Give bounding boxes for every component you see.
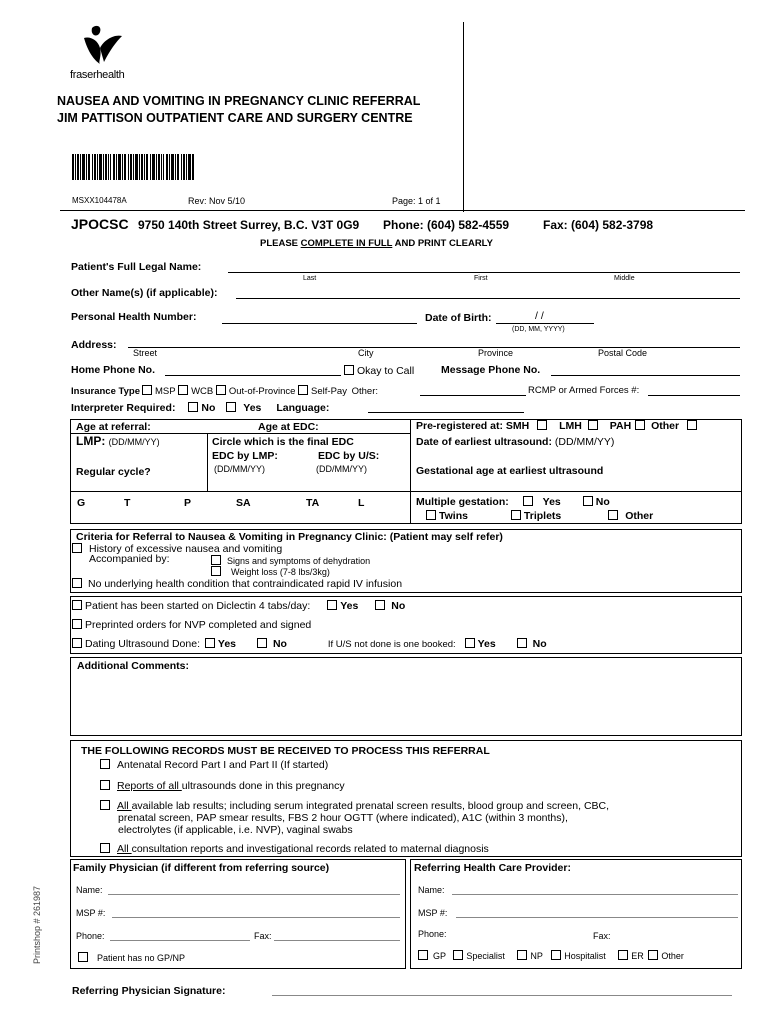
address-field[interactable] xyxy=(128,347,740,348)
regular-cycle-label: Regular cycle? xyxy=(76,466,151,478)
referring-provider-title: Referring Health Care Provider: xyxy=(414,862,571,874)
antenatal-checkbox[interactable] xyxy=(100,759,110,769)
dob-field[interactable] xyxy=(496,323,594,324)
family-name-field[interactable] xyxy=(108,894,400,895)
middle-name-caption: Middle xyxy=(614,275,635,282)
last-name-caption: Last xyxy=(303,275,317,282)
ta-label: TA xyxy=(306,497,320,509)
multiple-type-row: Twins Triplets Other xyxy=(426,510,653,522)
out-of-province-checkbox[interactable] xyxy=(216,385,226,395)
family-physician-title: Family Physician (if different from referring source) xyxy=(73,862,330,874)
referring-fax-label: Fax: xyxy=(593,931,611,941)
dob-separators: / / xyxy=(535,310,544,322)
dating-us-row: Dating Ultrasound Done: Yes No If U/S not done is one booked: Yes No xyxy=(72,638,547,650)
record-antenatal: Antenatal Record Part I and Part II (If started) xyxy=(100,759,328,771)
earliest-us-row: Date of earliest ultrasound: (DD/MM/YY) xyxy=(416,436,615,448)
labs-checkbox[interactable] xyxy=(100,800,110,810)
interpreter-row: Interpreter Required: No Yes Language: xyxy=(71,402,330,414)
family-fax-field[interactable] xyxy=(274,940,400,941)
diclectin-checkbox[interactable] xyxy=(72,600,82,610)
fraserhealth-logo xyxy=(70,22,130,80)
full-name-field[interactable] xyxy=(228,272,740,273)
living-label: L xyxy=(358,497,365,509)
gestational-age-label: Gestational age at earliest ultrasound xyxy=(416,465,604,477)
multiple-gestation-row: Multiple gestation: Yes No xyxy=(416,496,610,508)
diclectin-row: Patient has been started on Diclectin 4 tabs/day: Yes No xyxy=(72,600,405,612)
weight-loss-checkbox[interactable] xyxy=(211,566,221,576)
header-bottom-rule xyxy=(60,210,745,211)
print-instruction: PLEASE COMPLETE IN FULL AND PRINT CLEARLY xyxy=(260,238,493,249)
circle-edc-label: Circle which is the final EDC xyxy=(212,436,354,448)
hospitalist-checkbox[interactable] xyxy=(551,950,561,960)
signature-label: Referring Physician Signature: xyxy=(72,985,226,997)
diclectin-yes-checkbox[interactable] xyxy=(327,600,337,610)
message-phone-field[interactable] xyxy=(551,375,740,376)
printshop-number: Printshop # 261987 xyxy=(32,885,42,965)
interpreter-yes-checkbox[interactable] xyxy=(226,402,236,412)
revision: Rev: Nov 5/10 xyxy=(188,196,246,206)
edc-us-label: EDC by U/S: xyxy=(318,450,380,462)
family-phone-field[interactable] xyxy=(110,940,250,941)
dob-label: Date of Birth: xyxy=(425,312,492,324)
dehydration-checkbox[interactable] xyxy=(211,555,221,565)
page-number: Page: 1 of 1 xyxy=(392,196,441,206)
form-title-1: NAUSEA AND VOMITING IN PREGNANCY CLINIC REFERRAL xyxy=(57,94,421,108)
clinic-address: 9750 140th Street Surrey, B.C. V3T 0G9 xyxy=(138,218,360,232)
other-insurance-field[interactable] xyxy=(420,395,526,396)
rcmp-label: RCMP or Armed Forces #: xyxy=(528,385,640,396)
sa-label: SA xyxy=(236,497,251,509)
signs-item: Signs and symptoms of dehydration xyxy=(211,555,370,566)
term-label: T xyxy=(124,497,131,509)
no-underlying-item: No underlying health condition that contraindicated rapid IV infusion xyxy=(72,578,402,590)
record-labs: All available lab results; including serum integrated prenatal screen results, blood group and screen, CBC, xyxy=(100,800,609,812)
np-checkbox[interactable] xyxy=(517,950,527,960)
record-ultrasounds: Reports of all ultrasounds done in this pregnancy xyxy=(100,780,345,792)
other-gestation-checkbox[interactable] xyxy=(608,510,618,520)
record-labs-line2: prenatal screen, PAP smear results, FBS 2 hour OGTT (where indicated), A1C (within 3 months), xyxy=(118,812,568,824)
twins-checkbox[interactable] xyxy=(426,510,436,520)
triplets-checkbox[interactable] xyxy=(511,510,521,520)
preregistered-row: Pre-registered at: SMH LMH PAH Other xyxy=(416,420,700,432)
criteria-title: Criteria for Referral to Nausea & Vomiting in Pregnancy Clinic: (Patient may self refer) xyxy=(76,531,503,543)
history-item: History of excessive nausea and vomiting xyxy=(72,543,282,555)
no-gp-checkbox[interactable] xyxy=(78,952,88,962)
diclectin-no-checkbox[interactable] xyxy=(375,600,385,610)
booked-no-checkbox[interactable] xyxy=(517,638,527,648)
no-underlying-checkbox[interactable] xyxy=(72,578,82,588)
age-referral-label: Age at referral: xyxy=(76,421,151,433)
dob-format: (DD, MM, YYYY) xyxy=(512,326,565,333)
interpreter-no-checkbox[interactable] xyxy=(188,402,198,412)
postal-caption: Postal Code xyxy=(598,348,648,358)
home-phone-field[interactable] xyxy=(165,375,341,376)
brand-name: fraserhealth xyxy=(70,69,125,81)
barcode-icon xyxy=(72,154,194,180)
booked-yes-checkbox[interactable] xyxy=(465,638,475,648)
city-caption: City xyxy=(358,348,374,358)
wcb-checkbox[interactable] xyxy=(178,385,188,395)
fraserhealth-logo-icon xyxy=(70,22,130,66)
insurance-row: Insurance Type MSP WCB Out-of-Province Self-Pay Other: xyxy=(71,386,378,397)
grid-divider-main xyxy=(410,419,411,524)
provider-type-row: GP Specialist NP Hospitalist ER Other xyxy=(418,950,684,961)
other-site-checkbox[interactable] xyxy=(687,420,697,430)
preprinted-checkbox[interactable] xyxy=(72,619,82,629)
full-name-label: Patient's Full Legal Name: xyxy=(71,261,202,273)
gravida-label: G xyxy=(77,497,86,509)
other-provider-checkbox[interactable] xyxy=(648,950,658,960)
referring-msp-label: MSP #: xyxy=(418,908,448,918)
weight-item: Weight loss (7-8 lbs/3kg) xyxy=(211,566,330,577)
referring-msp-field[interactable] xyxy=(456,917,738,918)
edc-lmp-label: EDC by LMP: xyxy=(212,450,278,462)
barcode xyxy=(72,154,194,180)
family-msp-field[interactable] xyxy=(112,917,400,918)
pah-checkbox[interactable] xyxy=(635,420,645,430)
specialist-checkbox[interactable] xyxy=(453,950,463,960)
phn-label: Personal Health Number: xyxy=(71,311,197,323)
form-code: MSXX104478A xyxy=(72,196,127,205)
smh-checkbox[interactable] xyxy=(537,420,547,430)
edc-us-format: (DD/MM/YY) xyxy=(316,464,367,474)
family-phone-label: Phone: xyxy=(76,931,105,941)
home-phone-label: Home Phone No. xyxy=(71,364,156,376)
record-labs-line3: electrolytes (if applicable, i.e. NVP), vaginal swabs xyxy=(118,824,353,836)
consultation-checkbox[interactable] xyxy=(100,843,110,853)
other-names-label: Other Name(s) (if applicable): xyxy=(71,287,218,299)
dating-us-checkbox[interactable] xyxy=(72,638,82,648)
self-pay-checkbox[interactable] xyxy=(298,385,308,395)
street-caption: Street xyxy=(133,348,158,358)
other-names-field[interactable] xyxy=(236,298,740,299)
referring-phone-label: Phone: xyxy=(418,929,447,939)
family-msp-label: MSP #: xyxy=(76,908,106,918)
comments-title: Additional Comments: xyxy=(77,660,189,672)
grid-row-line-2 xyxy=(70,491,742,492)
preterm-label: P xyxy=(184,497,192,509)
province-caption: Province xyxy=(478,348,514,358)
phn-field[interactable] xyxy=(222,323,417,324)
okay-to-call: Okay to Call xyxy=(344,365,414,377)
family-fax-label: Fax: xyxy=(254,931,272,941)
preprinted-row: Preprinted orders for NVP completed and signed xyxy=(72,619,311,631)
multiple-yes-checkbox[interactable] xyxy=(523,496,533,506)
rcmp-field[interactable] xyxy=(648,395,740,396)
message-phone-label: Message Phone No. xyxy=(441,364,541,376)
age-edc-label: Age at EDC: xyxy=(258,421,319,433)
language-field[interactable] xyxy=(368,412,524,413)
gp-checkbox[interactable] xyxy=(418,950,428,960)
record-consultation: All consultation reports and investigational records related to maternal diagnosis xyxy=(100,843,489,855)
msp-checkbox[interactable] xyxy=(142,385,152,395)
lmp-label: LMP: (DD/MM/YY) xyxy=(76,434,160,448)
clinical-grid xyxy=(70,419,742,524)
dating-no-checkbox[interactable] xyxy=(257,638,267,648)
edc-lmp-format: (DD/MM/YY) xyxy=(214,464,265,474)
accompanied-label: Accompanied by: xyxy=(89,553,170,565)
no-gp-item: Patient has no GP/NP xyxy=(78,952,185,963)
header-divider-vertical xyxy=(463,22,464,212)
clinic-name: JPOCSC xyxy=(71,216,129,232)
clinic-fax: Fax: (604) 582-3798 xyxy=(543,218,654,232)
referring-name-field[interactable] xyxy=(452,894,738,895)
multiple-no-checkbox[interactable] xyxy=(583,496,593,506)
er-checkbox[interactable] xyxy=(618,950,628,960)
lmh-checkbox[interactable] xyxy=(588,420,598,430)
records-title: THE FOLLOWING RECORDS MUST BE RECEIVED TO PROCESS THIS REFERRAL xyxy=(81,745,490,757)
ultrasounds-checkbox[interactable] xyxy=(100,780,110,790)
signature-field[interactable] xyxy=(272,995,732,996)
dating-yes-checkbox[interactable] xyxy=(205,638,215,648)
family-name-label: Name: xyxy=(76,885,103,895)
address-label: Address: xyxy=(71,339,117,351)
records-section xyxy=(70,740,742,857)
clinic-phone: Phone: (604) 582-4559 xyxy=(383,218,510,232)
okay-to-call-checkbox[interactable] xyxy=(344,365,354,375)
referring-name-label: Name: xyxy=(418,885,445,895)
form-title-2: JIM PATTISON OUTPATIENT CARE AND SURGERY CENTRE xyxy=(57,111,413,125)
grid-divider-edc xyxy=(207,433,208,491)
first-name-caption: First xyxy=(474,275,488,282)
history-checkbox[interactable] xyxy=(72,543,82,553)
